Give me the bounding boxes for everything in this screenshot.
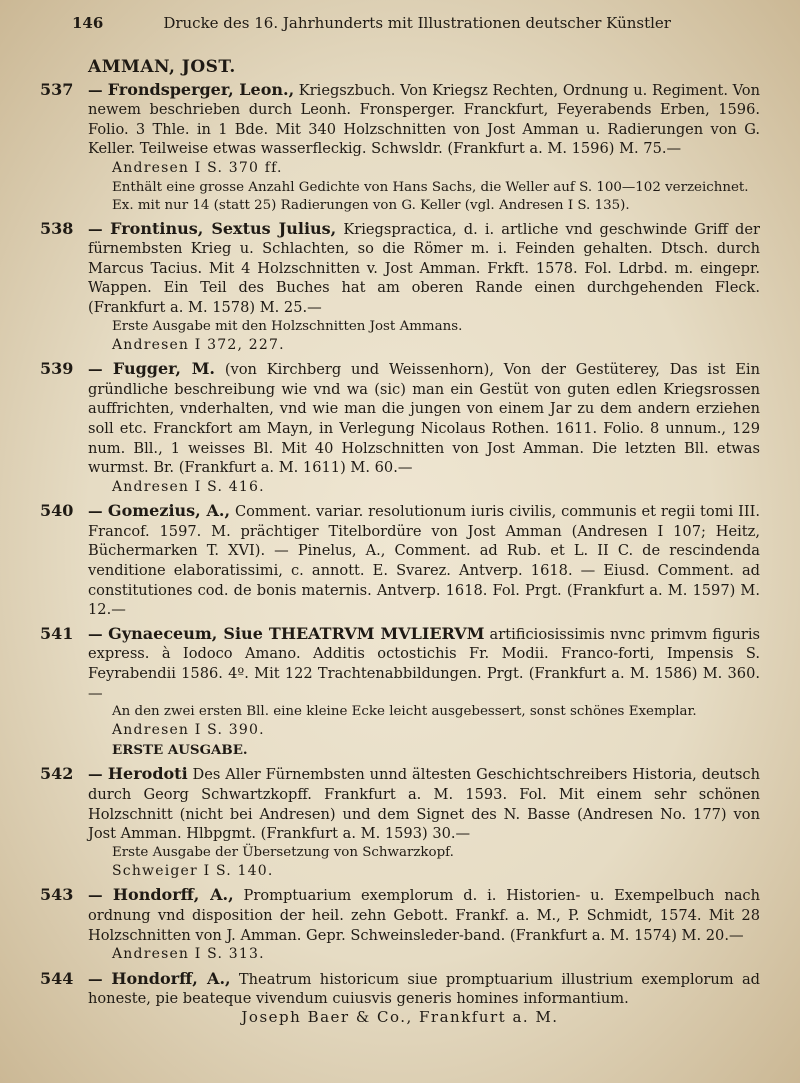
entry-text: Comment. variar. resolutionum iuris civilis, communis et regii tomi III. Francof. 1597. M. prächtiger Titelbordüre von Jost Amman (Andresen I 107; Heitz, Büchermarken T. XVI). — Pinelus, A., Comment. ad Rub. et L. II C. de rescindenda venditione elaboratissimi, c. annott. E. Svarez. Antverp. 1618. — Eiusd. Comment. ad constitutiones cod. de bonis maternis. Antverp. 1618. Fol. Prgt. (Frankfurt a. M. 1597) M. 12.—: [88, 503, 760, 619]
entry-edition: ERSTE AUSGABE.: [112, 741, 248, 758]
entry-author: Frondsperger, Leon.,: [107, 79, 295, 99]
entry-author: Gomezius, A.,: [107, 501, 231, 521]
entry-note: Enthält eine grosse Anzahl Gedichte von Hans Sachs, die Weller auf S. 100—102 verzeichnet. Ex. mit nur 14 (statt 25) Radierungen von G. Keller (vgl. Andresen I S. 135).: [112, 179, 749, 213]
page-body: [40, 58, 760, 1013]
entry-number: 541: [40, 623, 74, 643]
entry-dash: —: [88, 81, 108, 99]
catalogue-entry: [40, 764, 760, 881]
entry-author: Frontinus, Sextus Julius,: [110, 218, 337, 238]
entry-author: Herodoti: [107, 764, 188, 784]
entry-note: Erste Ausgabe der Übersetzung von Schwarzkopf.: [112, 844, 454, 860]
entry-dash: —: [88, 766, 108, 784]
entry-text: artificiosissimis nvnc primvm figuris express. à Iodoco Amano. Additis octostichis Fr. Modii. Franco-forti, Impensis S. Feyrabendii 1586. 4º. Mit 122 Trachtenabbildungen. Prgt. (Frankfurt a. M. 1586) M. 360.—: [88, 625, 760, 702]
entry-note: An den zwei ersten Bll. eine kleine Ecke leicht ausgebessert, sonst schönes Exemplar.: [112, 704, 697, 720]
entry-dash: —: [88, 625, 109, 643]
entry-dash: —: [88, 503, 108, 521]
catalogue-entry: [40, 359, 760, 497]
entry-text: Promptuarium exemplorum d. i. Historien- u. Exempelbuch nach ordnung vnd disposition der heil. zehn Gebott. Frankf. a. M., P. Schmidt, 1574. Mit 28 Holzschnitten von J. Amman. Gepr. Schweinsleder-band. (Frankfurt a. M. 1574) M. 20.—: [88, 887, 760, 944]
entry-author: Fugger, M.: [112, 359, 215, 379]
running-title: Drucke des 16. Jahrhunderts mit Illustrationen deutscher Künstler: [163, 14, 671, 32]
entry-text: Theatrum historicum siue promptuarium illustrium exemplorum ad honeste, pie beateque vivendum cuiusvis generis homines informantium.: [88, 970, 761, 1008]
catalogue-entry: [40, 501, 760, 620]
entry-text: Kriegszbuch. Von Kriegsz Rechten, Ordnung u. Regiment. Von newem beschrieben durch Leonh. Fronsperger. Franckfurt, Feyerabends Erben, 1596. Folio. 3 Thle. in 1 Bde. Mit 340 Holzschnitten von Jost Amman u. Radierungen von G. Keller. Teilweise etwas wasserfleckig. Schwsldr. (Frankfurt a. M. 1596) M. 75.—: [88, 81, 760, 158]
entry-number: 543: [40, 885, 74, 905]
publisher-footer: Joseph Baer & Co., Frankfurt a. M.: [241, 1008, 559, 1026]
running-head: [72, 14, 732, 32]
entry-author: Hondorff, A.,: [111, 968, 231, 988]
catalogue-entry: [40, 885, 760, 964]
entry-reference: Andresen I S. 416.: [112, 478, 265, 495]
entry-reference: Schweiger I S. 140.: [112, 862, 274, 879]
entry-dash: —: [88, 361, 113, 379]
catalogue-entry: [40, 219, 760, 356]
entry-author: Gynaeceum, Siue THEATRVM MVLIERVM: [108, 623, 485, 643]
entry-reference: Andresen I S. 370 ff.: [112, 159, 283, 176]
catalogue-entry: [40, 624, 760, 761]
entry-text: (von Kirchberg und Weissenhorn), Von der Gestüterey, Das ist Ein gründliche beschreibung wie vnd wa (sic) man ein Gestüt von guten edlen Kriegsrossen auffrichten, vnderhalten, vnd wie man die jungen von einem Jar zu dem andern erziehen soll etc. Franckfort am Mayn, in Verlegung Nicolaus Rothen. 1611. Folio. 8 unnum., 129 num. Bll., 1 weisses Bl. Mit 40 Holzschnitten von Jost Amman. Die letzten Bll. etwas wurmst. Br. (Frankfurt a. M. 1611) M. 60.—: [88, 361, 760, 477]
entry-reference: Andresen I 372, 227.: [112, 336, 285, 353]
entry-reference: Andresen I S. 390.: [112, 722, 265, 739]
catalogue-entry: [40, 80, 760, 215]
entry-text: Kriegspractica, d. i. artliche vnd geschwinde Griff der fürnembsten Krieg u. Schlachten, so die Römer m. i. Feinden gehalten. Dtsch. durch Marcus Tacius. Mit 4 Holzschnitten v. Jost Amman. Frkft. 1578. Fol. Ldrbd. m. eingepr. Wappen. Ein Teil des Buches hat am oberen Rande einen durchgehenden Fleck. (Frankfurt a. M. 1578) M. 25.—: [88, 220, 760, 316]
catalogue-entry: [40, 969, 760, 1009]
entry-number: 542: [40, 764, 74, 784]
entry-number: 538: [40, 218, 74, 238]
entry-number: 537: [40, 79, 74, 99]
page-number: 146: [72, 14, 104, 32]
entry-author: Hondorff, A.,: [112, 885, 234, 905]
entry-text: Des Aller Fürnembsten unnd ältesten Geschichtschreibers Historia, deutsch durch Georg Schwartzkopff. Frankfurt a. M. 1593. Fol. Mit einem sehr schönen Holzschnitt (nicht bei Andresen) und dem Signet des N. Basse (Andresen No. 177) von Jost Amman. Hlbpgmt. (Frankfurt a. M. 1593) 30.—: [88, 766, 760, 843]
entry-number: 544: [40, 968, 74, 988]
entry-number: 540: [40, 501, 74, 521]
entry-reference: Andresen I S. 313.: [112, 946, 265, 963]
entry-dash: —: [88, 970, 112, 988]
entry-number: 539: [40, 359, 74, 379]
entry-dash: —: [88, 887, 113, 905]
entry-note: Erste Ausgabe mit den Holzschnitten Jost Ammans.: [112, 318, 463, 334]
section-heading: AMMAN, JOST.: [88, 57, 236, 77]
entry-dash: —: [88, 220, 111, 238]
